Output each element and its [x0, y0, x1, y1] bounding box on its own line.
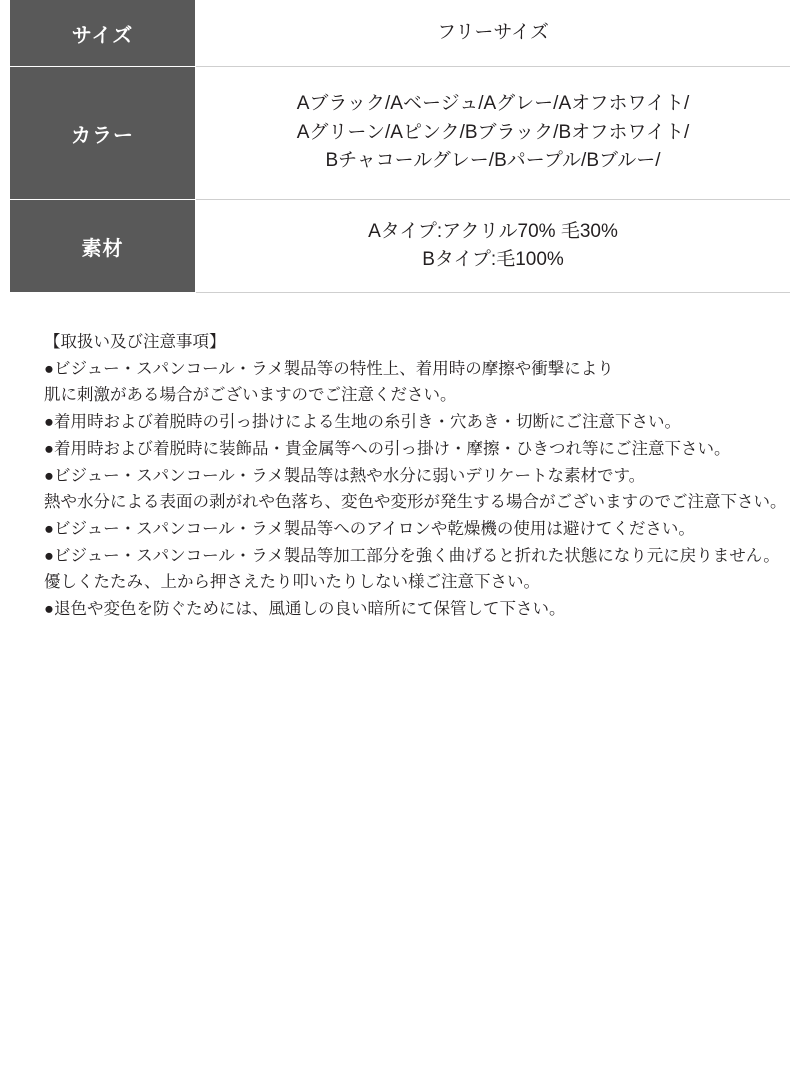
spec-value-size-line-1: フリーサイズ [437, 21, 549, 43]
care-note-line: ●退色や変色を防ぐためには、風通しの良い暗所にて保管して下さい。 [44, 600, 566, 619]
spec-header-material: 素材 [10, 200, 196, 293]
table-row-size [10, 0, 790, 67]
spec-value-size [196, 0, 791, 67]
table-row-color [10, 67, 790, 200]
care-note-line: ●着用時および着脱時に装飾品・貴金属等への引っ掛け・摩擦・ひきつれ等にご注意下さい。 [44, 439, 731, 458]
table-row-material [10, 200, 790, 293]
care-note-line: 熱や水分による表面の剥がれや色落ち、変色や変形が発生する場合がございますのでご注意下さい。 [44, 493, 787, 512]
care-note-line: ●ビジュー・スパンコール・ラメ製品等の特性上、着用時の摩擦や衝撃により [44, 359, 614, 378]
care-notes-title: 【取扱い及び注意事項】 [44, 333, 226, 351]
spec-value-color-line-2: Aグリーン/Aピンク/Bブラック/Bオフホワイト/ [296, 121, 690, 143]
product-spec-table [10, 0, 790, 293]
care-note-line: ●着用時および着脱時の引っ掛けによる生地の糸引き・穴あき・切断にご注意下さい。 [44, 413, 681, 432]
spec-value-color [196, 67, 791, 200]
care-note-line: ●ビジュー・スパンコール・ラメ製品等へのアイロンや乾燥機の使用は避けてください。 [44, 520, 695, 539]
spec-value-material-line-2: Bタイプ:毛100% [422, 249, 564, 270]
spec-value-material [196, 200, 791, 293]
spec-header-size: サイズ [10, 0, 196, 67]
care-note-line: 優しくたたみ、上から押さえたり叩いたりしない様ご注意下さい。 [44, 573, 540, 592]
care-note-line: 肌に刺激がある場合がございますのでご注意ください。 [44, 386, 457, 405]
spec-header-color: カラー [10, 67, 196, 200]
spec-value-color-line-3: Bチャコールグレー/Bパープル/Bブルー/ [325, 150, 661, 172]
spec-value-material-line-1: Aタイプ:アクリル70% 毛30% [368, 220, 618, 242]
care-note-line: ●ビジュー・スパンコール・ラメ製品等は熱や水分に弱いデリケートな素材です。 [44, 466, 646, 485]
care-notes-section [44, 329, 787, 623]
spec-value-color-line-1: Aブラック/Aベージュ/Aグレー/Aオフホワイト/ [296, 93, 690, 115]
care-note-line: ●ビジュー・スパンコール・ラメ製品等加工部分を強く曲げると折れた状態になり元に戻りません。 [44, 546, 780, 565]
